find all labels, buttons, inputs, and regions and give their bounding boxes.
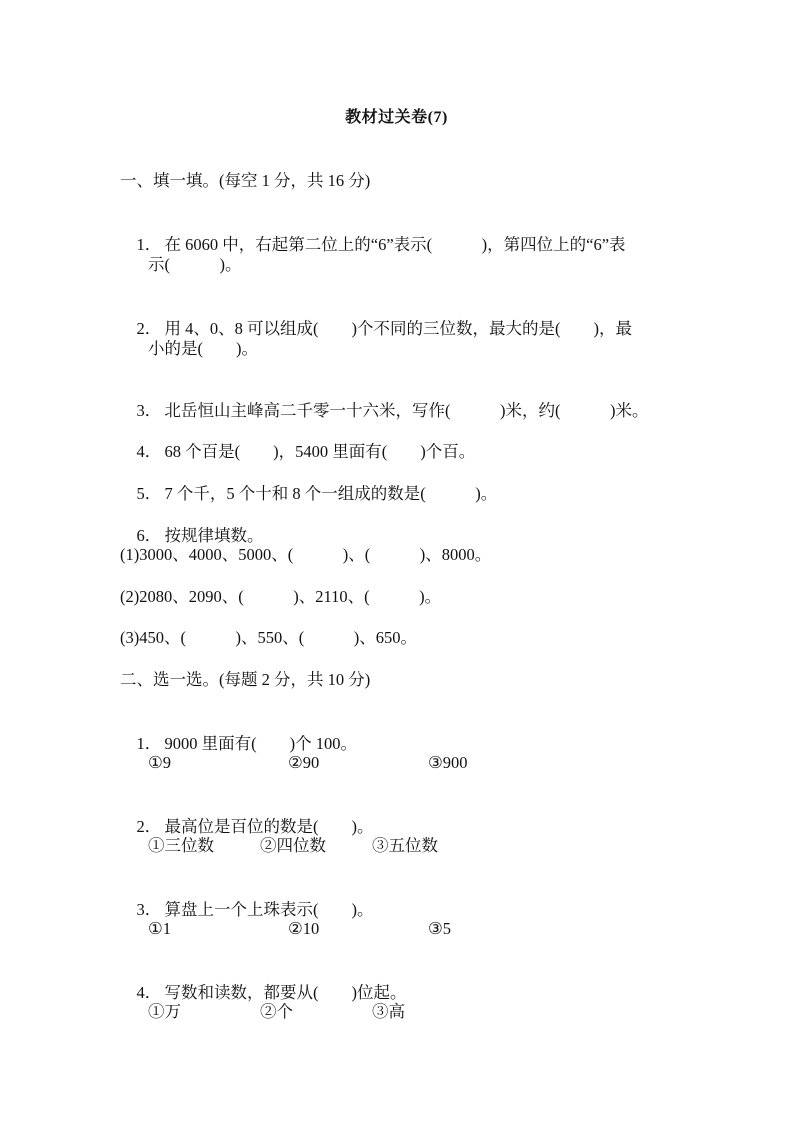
question-text: 9000 里面有( )个 100。 — [164, 734, 357, 753]
question-text: 北岳恒山主峰高二千零一十六米，写作( )米，约( )米。 — [164, 401, 649, 420]
s1-q6-sub2: (2)2080、2090、( )、2110、( )。 — [120, 587, 442, 606]
question-text: 算盘上一个上珠表示( )。 — [164, 900, 374, 919]
section1-heading: 一、填一填。(每空 1 分，共 16 分) — [120, 171, 371, 190]
s1-q6-sub3: (3)450、( )、550、( )、650。 — [120, 628, 417, 647]
s1-q2-line2: 小的是( )。 — [148, 339, 258, 358]
question-text: 按规律填数。 — [164, 526, 264, 545]
page-title: 教材过关卷(7) — [345, 109, 448, 126]
s2-q4-option-3: ③高 — [372, 1002, 405, 1021]
question-text: 用 4、0、8 可以组成( )个不同的三位数，最大的是( )，最 — [164, 319, 632, 338]
question-number: 2． — [136, 319, 162, 338]
s2-q4-option-1: ①万 — [148, 1002, 181, 1021]
question-text: 写数和读数，都要从( )位起。 — [164, 983, 407, 1002]
question-number: 3． — [136, 401, 162, 420]
s1-q1-line2: 示( )。 — [148, 255, 242, 274]
s2-q1-option-2: ②90 — [288, 753, 320, 772]
s2-q2-option-3: ③五位数 — [372, 836, 438, 855]
question-text: 最高位是百位的数是( )。 — [164, 817, 374, 836]
s2-q2-option-2: ②四位数 — [260, 836, 326, 855]
question-number: 6． — [136, 526, 162, 545]
question-text: 7 个千，5 个十和 8 个一组成的数是( )。 — [164, 484, 498, 503]
question-number: 4． — [136, 983, 162, 1002]
s2-q1-option-3: ③900 — [428, 753, 468, 772]
s1-q6-sub1: (1)3000、4000、5000、( )、( )、8000。 — [120, 545, 492, 564]
s2-q2-option-1: ①三位数 — [148, 836, 214, 855]
question-number: 2． — [136, 817, 162, 836]
question-number: 1． — [136, 734, 162, 753]
s2-q1-option-1: ①9 — [148, 753, 172, 772]
question-number: 3． — [136, 900, 162, 919]
section2-heading: 二、选一选。(每题 2 分，共 10 分) — [120, 670, 371, 689]
question-text: 68 个百是( )，5400 里面有( )个百。 — [164, 442, 476, 461]
s2-q3-option-2: ②10 — [288, 919, 320, 938]
question-number: 1． — [136, 235, 162, 254]
question-text: 在 6060 中，右起第二位上的“6”表示( )，第四位上的“6”表 — [164, 235, 626, 254]
s2-q4-option-2: ②个 — [260, 1002, 293, 1021]
question-number: 5． — [136, 484, 162, 503]
s2-q3-option-3: ③5 — [428, 919, 452, 938]
question-number: 4． — [136, 442, 162, 461]
s2-q3-option-1: ①1 — [148, 919, 172, 938]
